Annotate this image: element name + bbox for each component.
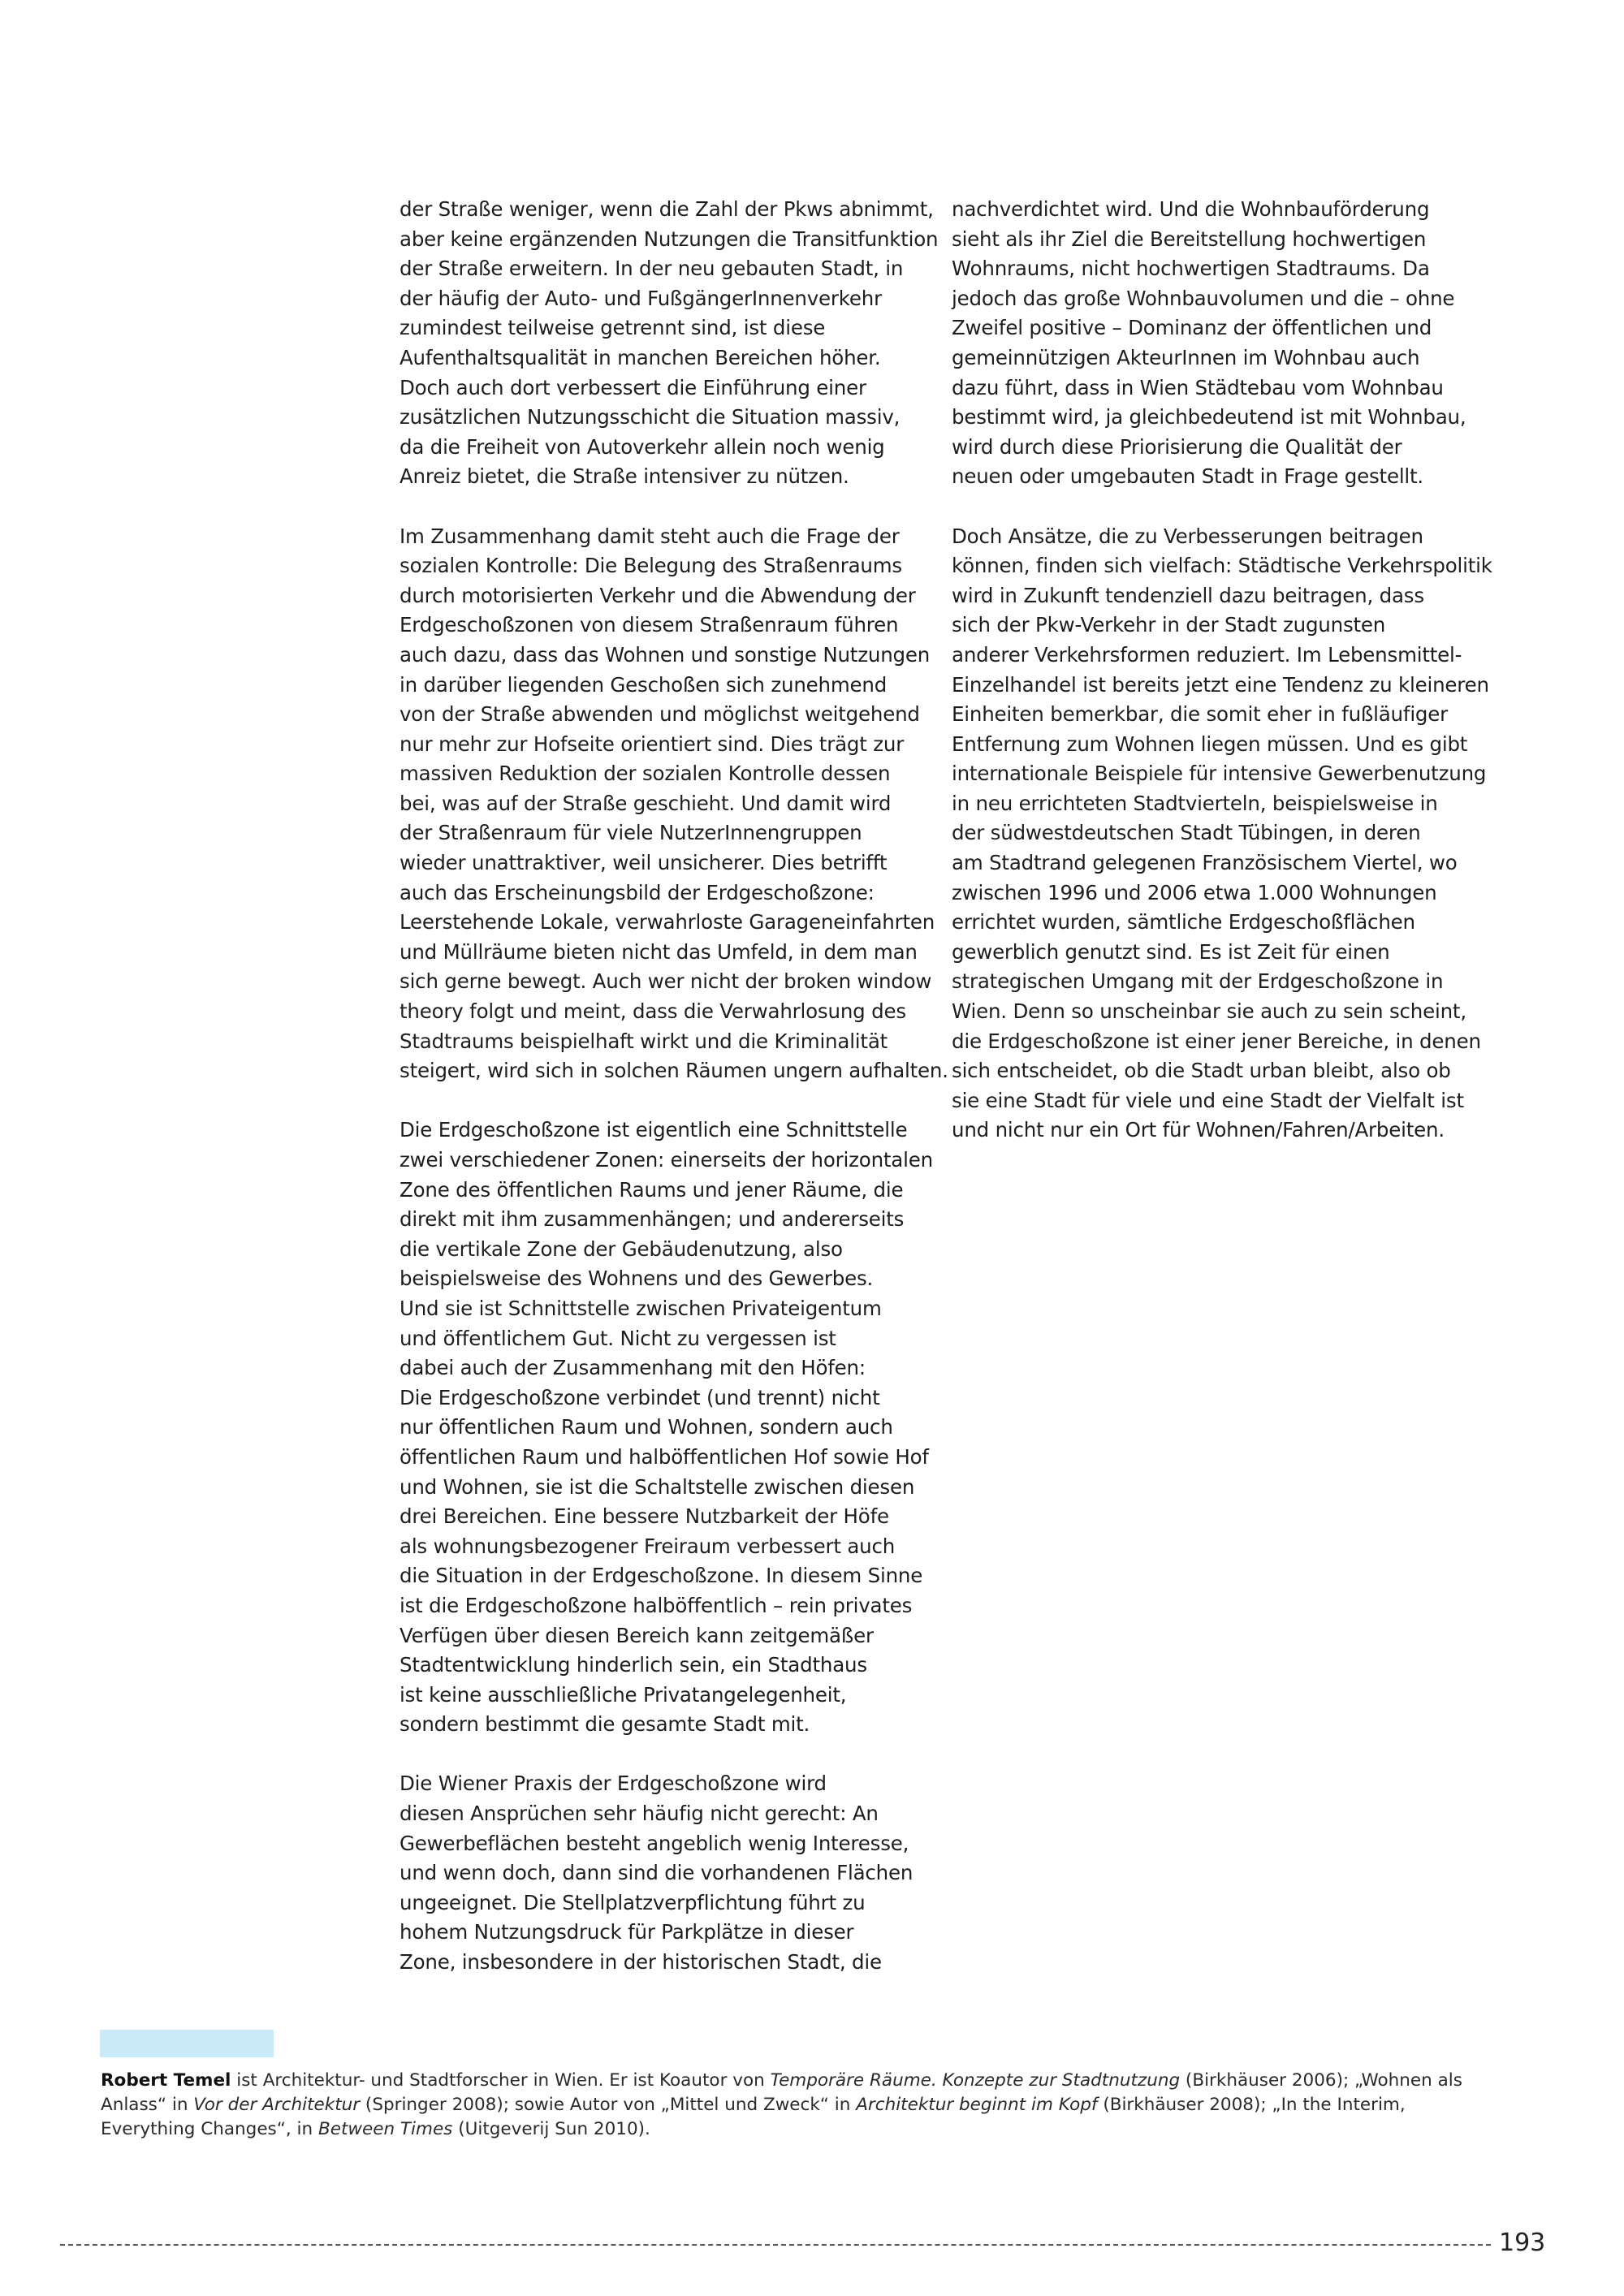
right-paragraph-1: nachverdichtet wird. Und die Wohnbauförderung sieht als ihr Ziel die Bereitstellung hochwertigen Wohnraums, nicht hochwertigen Stadtraums. Da jedoch das große Wohnbauvolumen und die – ohne Zweifel positive – Dominanz der öffentlichen und gemeinnützigen AkteurInnen im Wohnbau auch dazu führt, dass in Wien Städtebau vom Wohnbau bestimmt wird, ja gleichbedeutend ist mit Wohnbau, wird durch diese Priorisierung die Qualität der neuen oder umgebauten Stadt in Frage gestellt. (952, 197, 1466, 489)
right-paragraph-2: Doch Ansätze, die zu Verbesserungen beitragen können, finden sich vielfach: Städtische Verkehrspolitik wird in Zukunft tendenziell dazu beitragen, dass sich der Pkw-Verkehr in der Stadt zugunsten anderer Verkehrsformen reduziert. Im Lebensmittel- Einzelhandel ist bereits jetzt eine Tendenz zu kleineren Einheiten bemerkbar, die somit eher in fußläufiger Entfernung zum Wohnen liegen müssen. Und es gibt internationale Beispiele für intensive Gewerbenutzung in neu errichteten Stadtvierteln, beispielsweise in der südwestdeutschen Stadt Tübingen, in deren am Stadtrand gelegenen Französischem Viertel, wo zwischen 1996 und 2006 etwa 1.000 Wohnungen errichtet wurden, sämtliche Erdgeschoßflächen gewerblich genutzt sind. Es ist Zeit für einen strategischen Umgang mit der Erdgeschoßzone in Wien. Denn so unscheinbar sie auch zu sein scheint, die Erdgeschoßzone ist einer jener Bereiche, in denen sich entscheidet, ob die Stadt urban bleibt, also ob sie eine Stadt für viele und eine Stadt der Vielfalt ist und nicht nur ein Ort für Wohnen/Fahren/Arbeiten. (952, 524, 1492, 1142)
left-paragraph-2: Im Zusammenhang damit steht auch die Frage der sozialen Kontrolle: Die Belegung des Straßenraums durch motorisierten Verkehr und die Abwendung der Erdgeschoßzonen von diesem Straßenraum führen auch dazu, dass das Wohnen und sonstige Nutzungen in darüber liegenden Geschoßen sich zunehmend von der Straße abwenden und möglichst weitgehend nur mehr zur Hofseite orientiert sind. Dies trägt zur massiven Reduktion der sozialen Kontrolle dessen bei, was auf der Straße geschieht. Und damit wird der Straßenraum für viele NutzerInnengruppen wieder unattraktiver, weil unsicherer. Dies betrifft auch das Erscheinungsbild der Erdgeschoßzone: Leerstehende Lokale, verwahrloste Garageneinfahrten und Müllräume bieten nicht das Umfeld, in dem man sich gerne bewegt. Auch wer nicht der broken window theory folgt und meint, dass die Verwahrlosung des Stadtraums beispielhaft wirkt und die Kriminalität steigert, wird sich in solchen Räumen ungern aufhalten. (400, 524, 948, 1083)
bio-text-1: ist Architektur- und Stadtforscher in Wien. Er ist Koautor von (231, 2070, 771, 2091)
bio-author-name: Robert Temel (101, 2070, 231, 2091)
right-column (952, 195, 1504, 1176)
bio-title-4: Between Times (318, 2119, 453, 2139)
left-paragraph-3: Die Erdgeschoßzone ist eigentlich eine Schnittstelle zwei verschiedener Zonen: einerseits der horizontalen Zone des öffentlichen Raums und jener Räume, die direkt mit ihm zusammenhängen; und andererseits die vertikale Zone der Gebäudenutzung, also beispielsweise des Wohnens und des Gewerbes. Und sie ist Schnittstelle zwischen Privateigentum und öffentlichem Gut. Nicht zu vergessen ist dabei auch der Zusammenhang mit den Höfen: Die Erdgeschoßzone verbindet (und trennt) nicht nur öffentlichen Raum und Wohnen, sondern auch öffentlichen Raum und halböffentlichen Hof sowie Hof und Wohnen, sie ist die Schaltstelle zwischen diesen drei Bereichen. Eine bessere Nutzbarkeit der Höfe als wohnungsbezogener Freiraum verbessert auch die Situation in der Erdgeschoßzone. In diesem Sinne ist die Erdgeschoßzone halböffentlich – rein privates Verfügen über diesen Bereich kann zeitgemäßer Stadtentwicklung hinderlich sein, ein Stadthaus ist keine ausschließliche Privatangelegenheit, sondern bestimmt die gesamte Stadt mit. (400, 1118, 933, 1737)
bio-accent-bar (100, 2030, 274, 2057)
bio-text-2: (Birkhäuser 2006); „Wohnen als Anlass“ in (101, 2070, 1462, 2115)
left-column (400, 195, 952, 2007)
page-number: 193 (1499, 2229, 1546, 2257)
left-paragraph-1: der Straße weniger, wenn die Zahl der Pkws abnimmt, aber keine ergänzenden Nutzungen die Transitfunktion der Straße erweitern. In der neu gebauten Stadt, in der häufig der Auto- und FußgängerInnenverkehr zumindest teilweise getrennt sind, ist diese Aufenthaltsqualität in manchen Bereichen höher. Doch auch dort verbessert die Einführung einer zusätzlichen Nutzungsschicht die Situation massiv, da die Freiheit von Autoverkehr allein noch wenig Anreiz bietet, die Straße intensiver zu nützen. (400, 197, 939, 489)
left-paragraph-4: Die Wiener Praxis der Erdgeschoßzone wird diesen Ansprüchen sehr häufig nicht gerecht: An Gewerbeflächen besteht angeblich wenig Interesse, und wenn doch, dann sind die vorhandenen Flächen ungeeignet. Die Stellplatzverpflichtung führt zu hohem Nutzungsdruck für Parkplätze in dieser Zone, insbesondere in der historischen Stadt, die (400, 1772, 914, 1974)
bio-text-3: (Springer 2008); sowie Autor von „Mittel und Zweck“ in (360, 2095, 857, 2115)
footer-dashed-rule (60, 2244, 1491, 2246)
bio-title-3: Architektur beginnt im Kopf (856, 2095, 1098, 2115)
bio-title-1: Temporäre Räume. Konzepte zur Stadtnutzung (770, 2070, 1181, 2091)
bio-title-2: Vor der Architektur (193, 2095, 361, 2115)
bio-text-4: (Birkhäuser 2008); „In the Interim, Everything Changes“, in (101, 2095, 1406, 2139)
author-bio (101, 2069, 1481, 2142)
bio-text-5: (Uitgeverij Sun 2010). (452, 2119, 650, 2139)
